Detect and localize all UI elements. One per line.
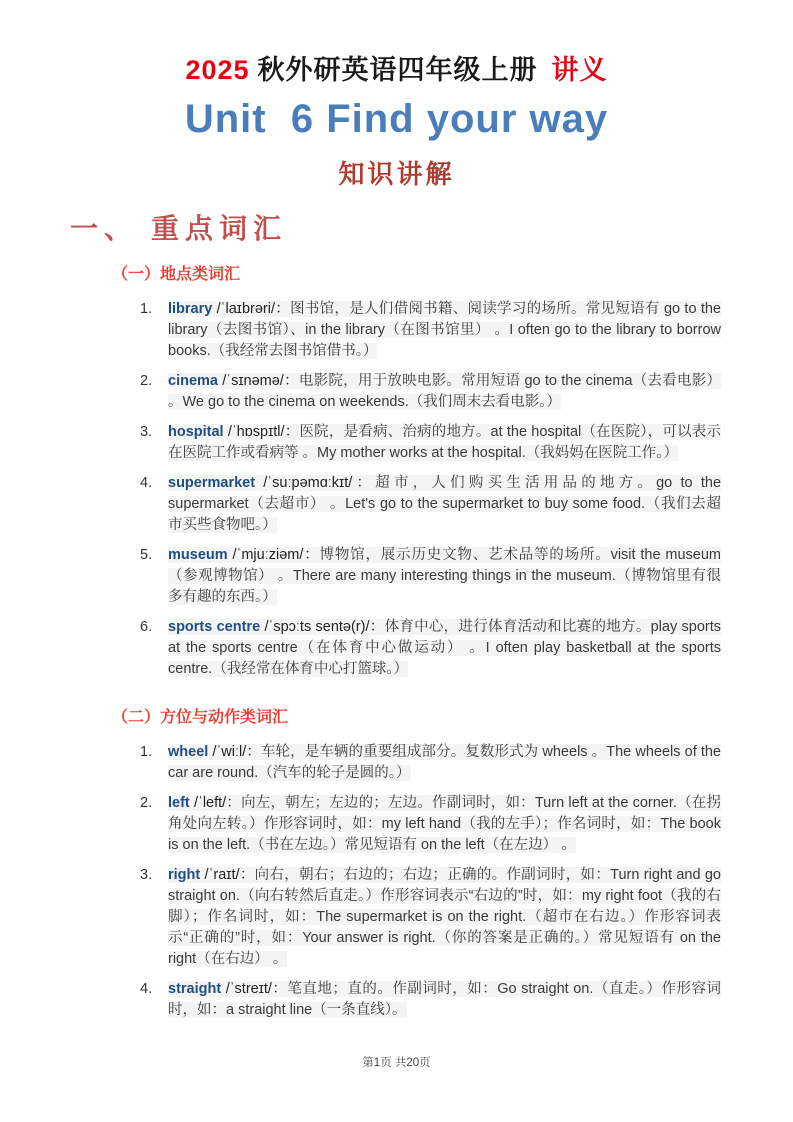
item-body: 电影院，用于放映电影。常用短语 go to the cinema（去看电影） 。We go to the cinema on weekends.（我们周末去看电影。） — [168, 373, 721, 411]
item-text — [168, 545, 721, 608]
vocab-item-cinema — [140, 371, 721, 413]
vocab-list-places — [140, 299, 721, 680]
item-text — [168, 473, 721, 536]
subsection-heading-places: （一）地点类词汇 — [112, 266, 241, 283]
item-number: 2. — [140, 373, 153, 390]
subsection-heading-directions: （二）方位与动作类词汇 — [112, 709, 289, 727]
item-body: 体育中心，进行体育活动和比赛的地方。play sports at the sports centre（在体育中心做运动） 。I often play basketball at the sports centre.（我经常在体育中心打篮球。） — [168, 619, 721, 678]
item-body: 向右，朝右；右边的；右边；正确的。作副词时，如：Turn right and go straight on.（向右转然后直走。）作形容词表示“右边的”时，如：my right foot（我的右脚）；作名词时，如：The supermarket is on the right.（超市在右边。）作形容词表示“正确的”时，如：Your answer is right.（你的答案是正确的。）常见短语有 on the right（在右边） 。 — [168, 867, 721, 968]
item-text — [168, 617, 721, 680]
item-text — [168, 793, 721, 856]
item-number: 4. — [140, 475, 153, 492]
phonetic: /ˈspɔːts sentə(r)/： — [260, 619, 385, 636]
headword: cinema — [168, 373, 218, 390]
item-body: 向左，朝左；左边的；左边。作副词时，如：Turn left at the corner.（在拐角处向左转。）作形容词时，如：my left hand（我的左手）；作名词时，如：The book is on the left.（书在左边。）常见短语有 on the left（在左边） 。 — [168, 795, 721, 854]
item-body: 笔直地；直的。作副词时，如：Go straight on.（直走。）作形容词时，如：a straight line（一条直线）。 — [168, 981, 721, 1019]
doc-title-suffix: 讲义 — [551, 55, 608, 85]
headword: right — [168, 867, 201, 884]
headword: supermarket — [168, 475, 256, 492]
item-text — [168, 299, 721, 362]
item-body: 超市，人们购买生活用品的地方。go to the supermarket（去超市） 。Let's go to the supermarket to buy some food.（我们去超市买些食物吧。） — [168, 475, 722, 534]
phonetic: /ˈsuːpəmɑːkɪt/： — [255, 475, 376, 492]
phonetic: /ˈlaɪbrəri/： — [212, 301, 291, 317]
page-number: 第1页 共20页 — [362, 1057, 431, 1069]
knowledge-subtitle: 知识讲解 — [338, 160, 455, 189]
section-heading-key-vocab: 一、 重点词汇 — [70, 214, 288, 245]
item-body: 图书馆，是人们借阅书籍、阅读学习的场所。常见短语有 go to the library（去图书馆）、in the library（在图书馆里） 。I often go to the library to borrow books.（我经常去图书馆借书。） — [168, 301, 721, 360]
item-number: 1. — [140, 301, 153, 317]
phonetic: /ˈmjuːziəm/： — [227, 547, 320, 564]
headword: hospital — [168, 424, 224, 441]
vocab-item-left — [140, 793, 721, 856]
item-number: 1. — [140, 744, 153, 761]
item-text — [168, 422, 721, 464]
doc-title-main: 秋外研英语四年级上册 — [257, 55, 538, 85]
item-text — [168, 371, 721, 413]
item-text — [168, 979, 721, 1021]
vocab-item-hospital — [140, 422, 721, 464]
item-text — [168, 742, 721, 784]
phonetic: /ˈleft/： — [189, 795, 242, 812]
item-body: 博物馆，展示历史文物、艺术品等的场所。visit the museum（参观博物馆） 。There are many interesting things in the museum.（博物馆里有很多有趣的东西。） — [168, 547, 722, 606]
vocab-item-wheel — [140, 742, 721, 784]
item-number: 5. — [140, 547, 153, 564]
doc-title-year: 2025 — [185, 55, 250, 85]
phonetic: /ˈwiːl/： — [208, 744, 261, 761]
headword: museum — [168, 547, 228, 564]
headword: sports centre — [168, 619, 261, 636]
item-body: 医院，是看病、治病的地方。at the hospital（在医院），可以表示在医院工作或看病等 。My mother works at the hospital.（我妈妈在医院工作。） — [168, 424, 721, 462]
phonetic: /ˈhɒspɪtl/： — [223, 424, 300, 441]
phonetic: /ˈraɪt/： — [200, 867, 255, 884]
phonetic: /ˈsɪnəmə/： — [217, 373, 299, 390]
headword: left — [168, 795, 190, 812]
headword: library — [168, 301, 213, 317]
unit-title: Unit 6 Find your way — [184, 97, 609, 141]
headword: straight — [168, 981, 222, 998]
vocab-item-right — [140, 865, 721, 970]
vocab-item-supermarket — [140, 473, 721, 536]
doc-title — [0, 0, 793, 87]
vocab-list-directions — [140, 742, 721, 1021]
item-text — [168, 865, 721, 970]
item-number: 4. — [140, 981, 153, 998]
vocab-item-straight — [140, 979, 721, 1021]
vocab-item-museum — [140, 545, 721, 608]
item-number: 2. — [140, 795, 153, 812]
page-footer — [0, 1054, 793, 1070]
vocab-item-library — [140, 299, 721, 362]
headword: wheel — [168, 744, 209, 761]
item-number: 3. — [140, 424, 153, 441]
vocab-item-sports-centre — [140, 617, 721, 680]
phonetic: /ˈstreɪt/： — [221, 981, 288, 998]
item-number: 3. — [140, 867, 153, 884]
item-body: 车轮，是车辆的重要组成部分。复数形式为 wheels 。The wheels of the car are round.（汽车的轮子是圆的。） — [168, 744, 722, 782]
item-number: 6. — [140, 619, 153, 636]
